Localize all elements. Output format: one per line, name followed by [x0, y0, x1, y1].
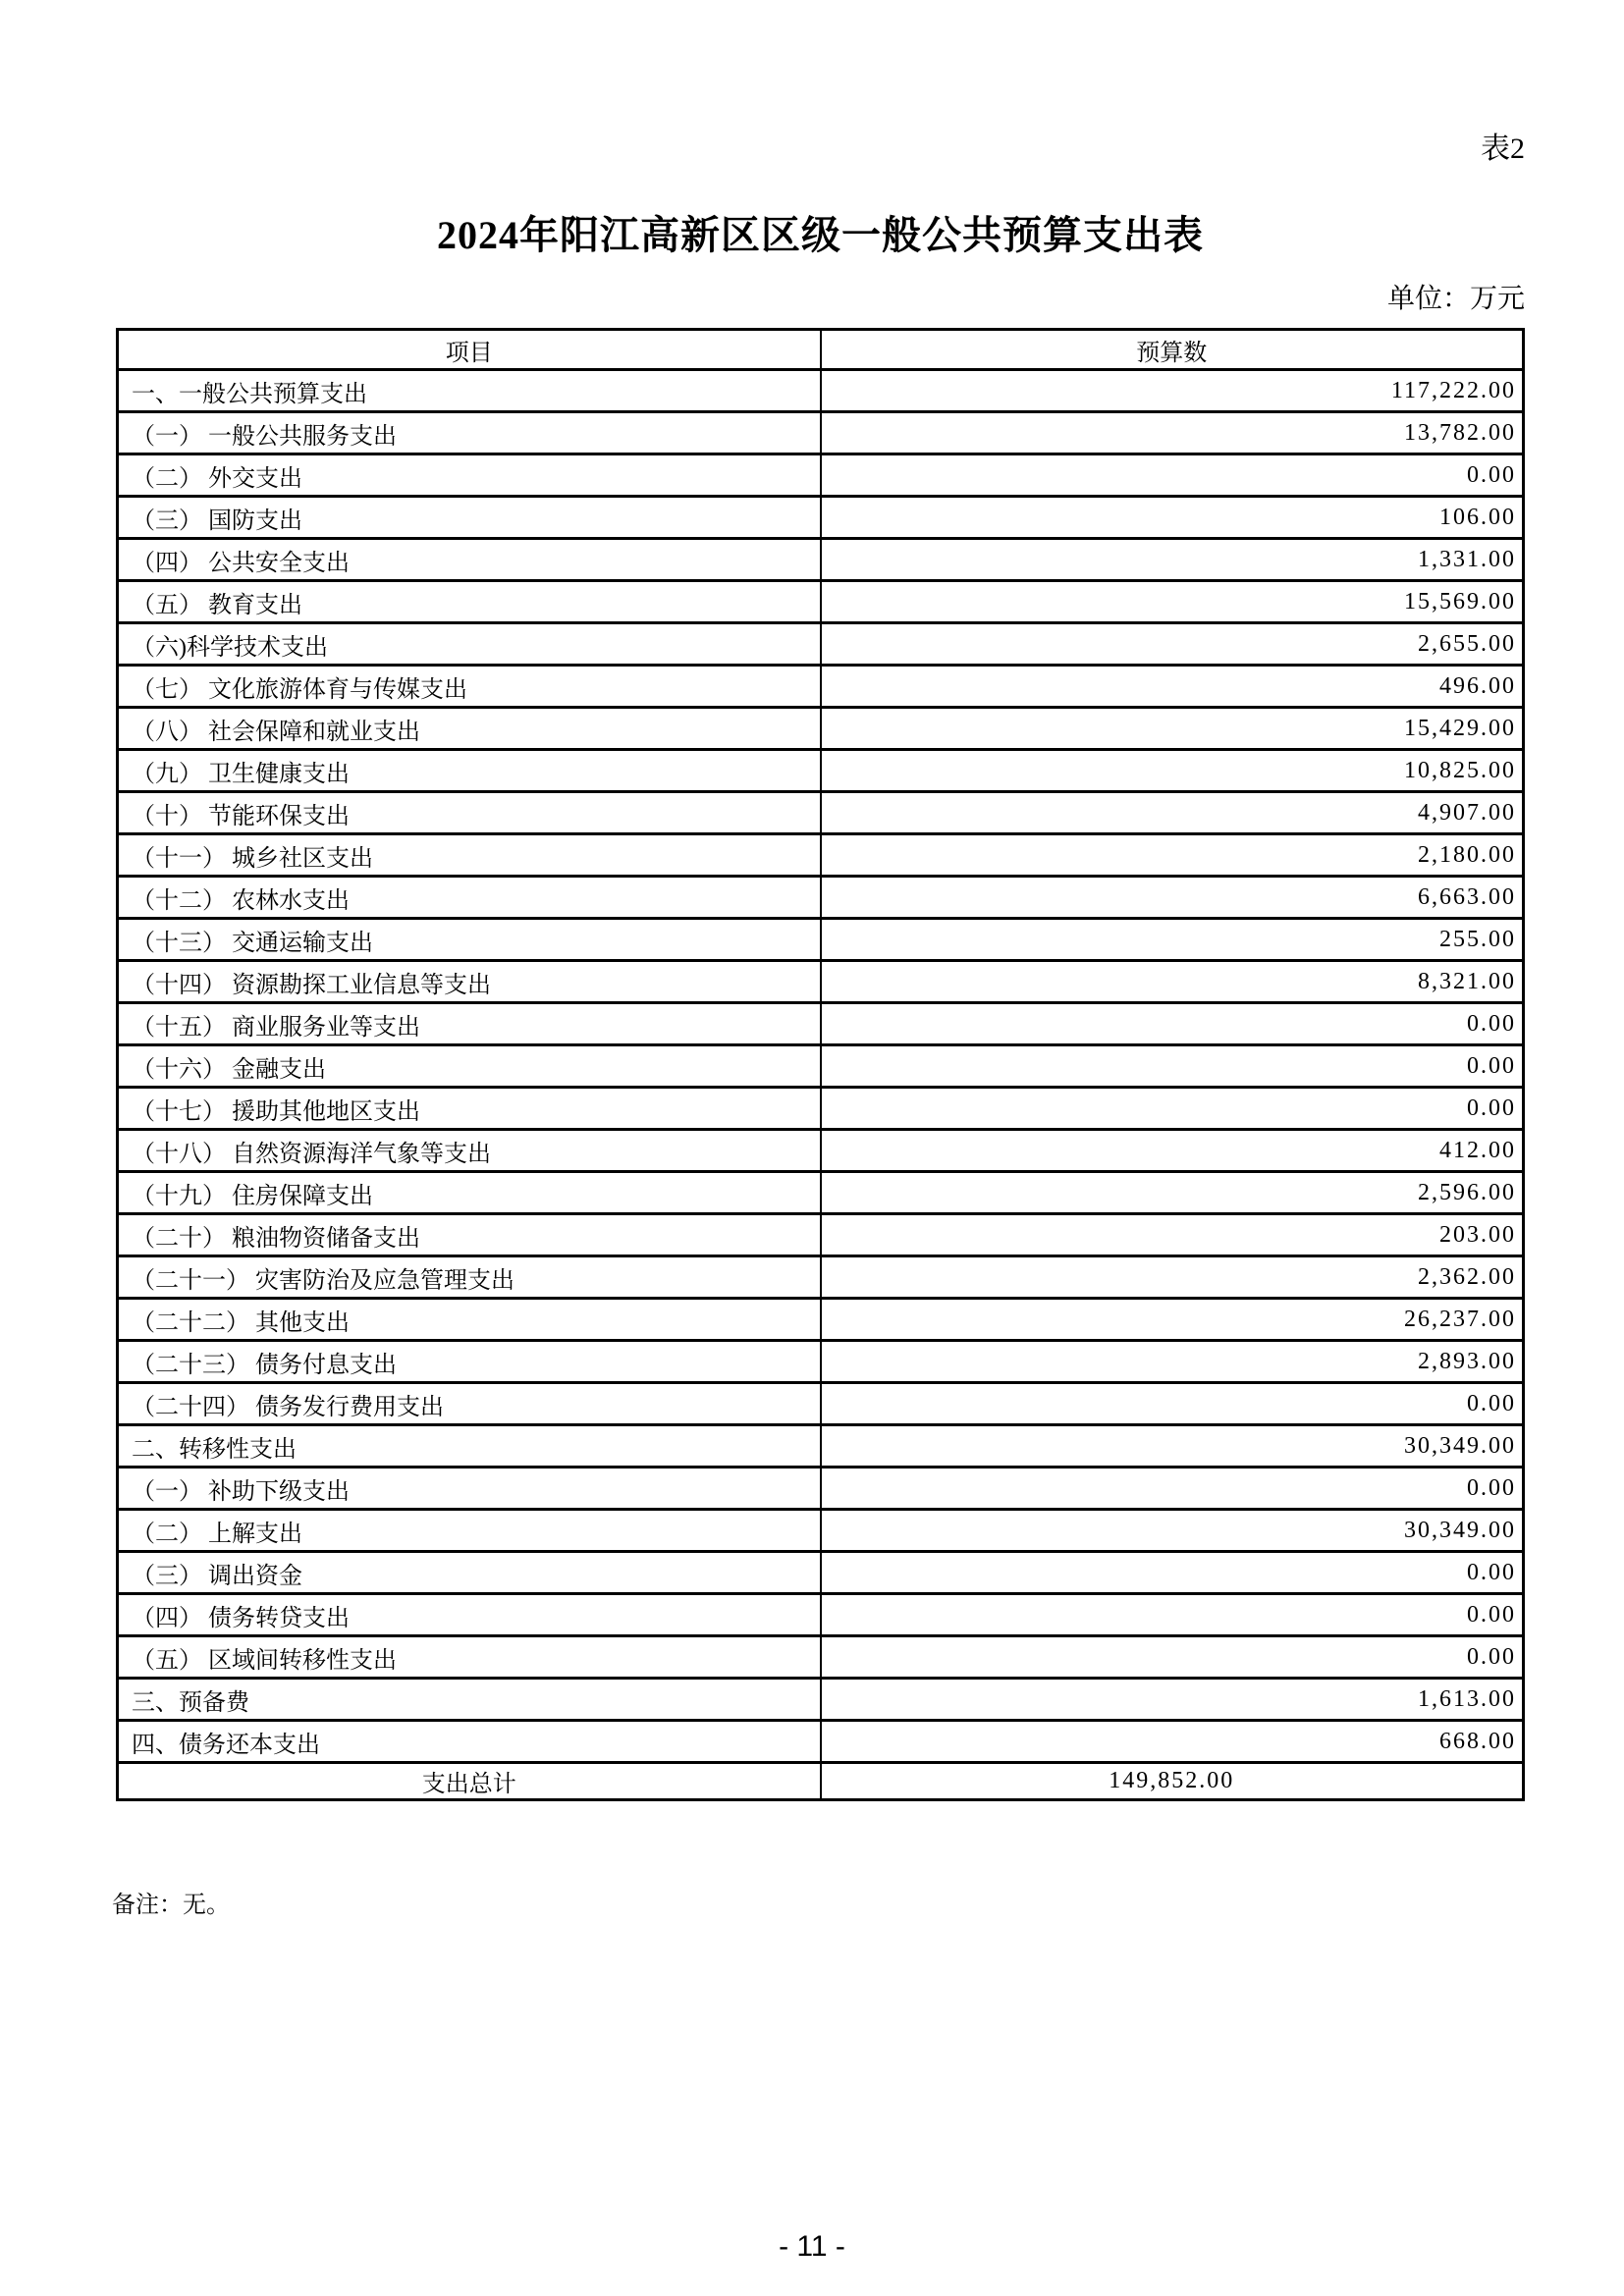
item-cell: （三） 国防支出: [118, 497, 821, 539]
budget-value-cell: 30,349.00: [821, 1425, 1524, 1468]
item-cell: （二） 上解支出: [118, 1510, 821, 1552]
table-row: [118, 1256, 1524, 1299]
budget-value-cell: 2,180.00: [821, 834, 1524, 877]
item-cell: （十七） 援助其他地区支出: [118, 1088, 821, 1130]
budget-value-cell: 117,222.00: [821, 370, 1524, 412]
note-text: 备注：无。: [112, 1893, 230, 1918]
budget-value-cell: 15,569.00: [821, 581, 1524, 623]
item-cell: （十九） 住房保障支出: [118, 1172, 821, 1214]
item-cell: （十二） 农林水支出: [118, 877, 821, 919]
budget-value-cell: 6,663.00: [821, 877, 1524, 919]
budget-value-cell: 0.00: [821, 454, 1524, 497]
table-row: [118, 412, 1524, 454]
budget-value-cell: 412.00: [821, 1130, 1524, 1172]
budget-value-cell: 26,237.00: [821, 1299, 1524, 1341]
item-cell: （二十三） 债务付息支出: [118, 1341, 821, 1383]
item-cell: （四） 公共安全支出: [118, 539, 821, 581]
item-cell: （十五） 商业服务业等支出: [118, 1003, 821, 1045]
table-row: [118, 1510, 1524, 1552]
item-cell: （十三） 交通运输支出: [118, 919, 821, 961]
table-row: [118, 877, 1524, 919]
item-cell: 支出总计: [118, 1763, 821, 1800]
budget-value-cell: 13,782.00: [821, 412, 1524, 454]
budget-value-cell: 0.00: [821, 1045, 1524, 1088]
item-cell: （五） 区域间转移性支出: [118, 1636, 821, 1679]
table-row: [118, 961, 1524, 1003]
table-row: [118, 454, 1524, 497]
budget-value-cell: 149,852.00: [821, 1763, 1524, 1800]
budget-value-cell: 1,331.00: [821, 539, 1524, 581]
budget-table: [116, 328, 1525, 1801]
item-cell: （三） 调出资金: [118, 1552, 821, 1594]
table-row: [118, 539, 1524, 581]
table-row: [118, 581, 1524, 623]
budget-value-cell: 496.00: [821, 666, 1524, 708]
table-row: [118, 792, 1524, 834]
budget-value-cell: 203.00: [821, 1214, 1524, 1256]
budget-value-cell: 106.00: [821, 497, 1524, 539]
budget-value-cell: 0.00: [821, 1383, 1524, 1425]
item-cell: （五） 教育支出: [118, 581, 821, 623]
item-cell: （十一） 城乡社区支出: [118, 834, 821, 877]
item-cell: 二、转移性支出: [118, 1425, 821, 1468]
budget-value-cell: 0.00: [821, 1468, 1524, 1510]
table-row: [118, 1679, 1524, 1721]
item-cell: （二十四） 债务发行费用支出: [118, 1383, 821, 1425]
table-row: [118, 919, 1524, 961]
budget-value-cell: 15,429.00: [821, 708, 1524, 750]
table-row: [118, 1172, 1524, 1214]
table-header-row: [118, 330, 1524, 370]
table-row: [118, 1763, 1524, 1800]
item-cell: （四） 债务转贷支出: [118, 1594, 821, 1636]
table-row: [118, 1088, 1524, 1130]
table-row: [118, 623, 1524, 666]
table-row: [118, 1003, 1524, 1045]
table-row: [118, 834, 1524, 877]
table-row: [118, 1552, 1524, 1594]
budget-value-cell: 30,349.00: [821, 1510, 1524, 1552]
item-cell: （二十一） 灾害防治及应急管理支出: [118, 1256, 821, 1299]
budget-value-cell: 0.00: [821, 1088, 1524, 1130]
item-cell: （九） 卫生健康支出: [118, 750, 821, 792]
budget-value-cell: 2,655.00: [821, 623, 1524, 666]
budget-value-cell: 0.00: [821, 1003, 1524, 1045]
page-title: 2024年阳江高新区区级一般公共预算支出表: [437, 213, 1204, 257]
table-row: [118, 1045, 1524, 1088]
budget-value-cell: 255.00: [821, 919, 1524, 961]
table-row: [118, 1594, 1524, 1636]
item-cell: 一、一般公共预算支出: [118, 370, 821, 412]
table-number-tag: 表2: [1481, 133, 1525, 165]
item-cell: （一） 补助下级支出: [118, 1468, 821, 1510]
table-row: [118, 666, 1524, 708]
column-header-budget: 预算数: [821, 330, 1524, 370]
unit-label: 单位：万元: [1386, 284, 1525, 314]
item-cell: （十六） 金融支出: [118, 1045, 821, 1088]
item-cell: （一） 一般公共服务支出: [118, 412, 821, 454]
item-cell: （六)科学技术支出: [118, 623, 821, 666]
item-cell: （十四） 资源勘探工业信息等支出: [118, 961, 821, 1003]
table-row: [118, 1383, 1524, 1425]
item-cell: （二十） 粮油物资储备支出: [118, 1214, 821, 1256]
table-row: [118, 370, 1524, 412]
table-row: [118, 708, 1524, 750]
table-row: [118, 1130, 1524, 1172]
item-cell: （八） 社会保障和就业支出: [118, 708, 821, 750]
budget-value-cell: 2,596.00: [821, 1172, 1524, 1214]
budget-value-cell: 0.00: [821, 1594, 1524, 1636]
budget-value-cell: 4,907.00: [821, 792, 1524, 834]
table-body: [118, 370, 1524, 1800]
table-row: [118, 497, 1524, 539]
budget-value-cell: 0.00: [821, 1552, 1524, 1594]
budget-value-cell: 10,825.00: [821, 750, 1524, 792]
item-cell: 三、预备费: [118, 1679, 821, 1721]
table-row: [118, 1468, 1524, 1510]
budget-value-cell: 2,893.00: [821, 1341, 1524, 1383]
item-cell: 四、债务还本支出: [118, 1721, 821, 1763]
table-row: [118, 1341, 1524, 1383]
table-row: [118, 1636, 1524, 1679]
table-row: [118, 1721, 1524, 1763]
page-number: - 11 -: [779, 2230, 845, 2263]
table-row: [118, 750, 1524, 792]
budget-value-cell: 1,613.00: [821, 1679, 1524, 1721]
table-row: [118, 1214, 1524, 1256]
item-cell: （十八） 自然资源海洋气象等支出: [118, 1130, 821, 1172]
item-cell: （二） 外交支出: [118, 454, 821, 497]
table-row: [118, 1299, 1524, 1341]
item-cell: （二十二） 其他支出: [118, 1299, 821, 1341]
item-cell: （七） 文化旅游体育与传媒支出: [118, 666, 821, 708]
budget-value-cell: 668.00: [821, 1721, 1524, 1763]
table-row: [118, 1425, 1524, 1468]
budget-value-cell: 2,362.00: [821, 1256, 1524, 1299]
budget-value-cell: 0.00: [821, 1636, 1524, 1679]
budget-value-cell: 8,321.00: [821, 961, 1524, 1003]
column-header-item: 项目: [118, 330, 821, 370]
item-cell: （十） 节能环保支出: [118, 792, 821, 834]
